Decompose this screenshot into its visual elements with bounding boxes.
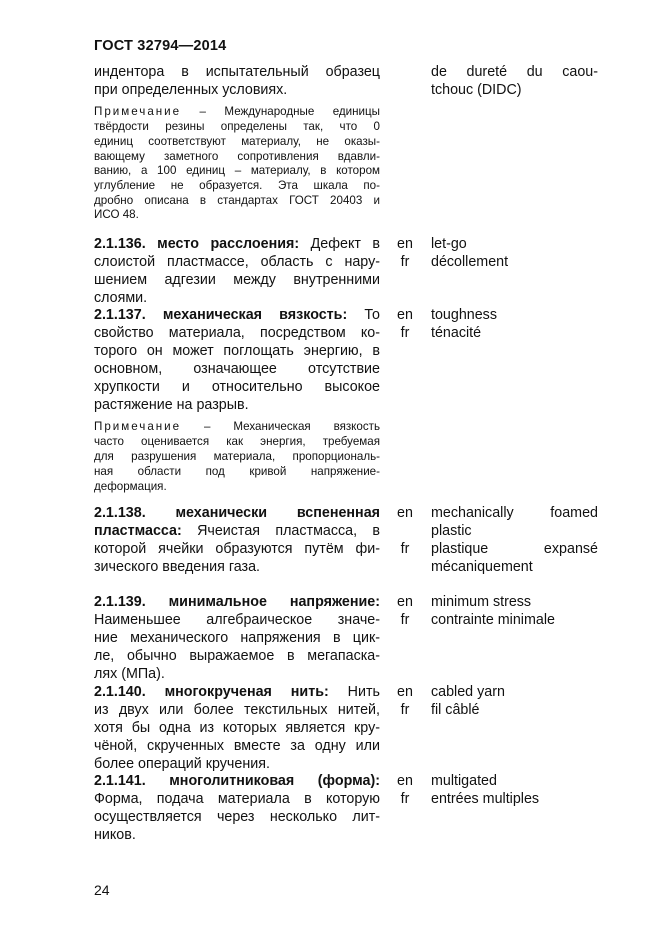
lang-fr: fr [400,612,410,628]
lang-fr: fr [400,791,410,807]
note-line: ванию, а 100 единиц – материалу, в котором [94,164,380,177]
lang-en: en [397,684,413,700]
body-line: ле, обычно выражаемое в мегапаска- [94,648,380,664]
equivalent-fr: contrainte minimale [431,612,555,628]
note-text: – Международные единицы [181,105,380,118]
body-line: чёной, скрученных вместе за одну или [94,738,380,754]
body-line: свойство материала, посредством ко- [94,325,380,341]
lang-en: en [397,773,413,789]
equivalent-fr: tchouc (DIDC) [431,82,522,98]
note-line: единиц соответствуют материалу, не оказы- [94,135,380,148]
lang-fr: fr [400,325,410,341]
body-line [94,522,380,540]
body-line: ние механического напряжения в цик- [94,630,380,646]
term-title: 2.1.140. многокрученая нить: [94,684,329,700]
entry-2-1-137 [94,306,380,324]
note-line: углубление не образуется. Эта шкала по- [94,179,380,192]
body-line: Наименьшее алгебраическое значе- [94,612,380,628]
entry-2-1-140 [94,683,380,701]
lang-fr: fr [400,541,410,557]
note-line: ная области под кривой напряжение- [94,465,380,478]
body-line: которой ячейки образуются путём фи- [94,541,380,557]
lang-en: en [397,307,413,323]
term-title: 2.1.139. минимальное напряжение: [94,594,380,610]
note-line: дробно описана в стандартах ГОСТ 20403 и [94,194,380,207]
body-line: слоистой пластмассе, область с нару- [94,254,380,270]
lang-en: en [397,594,413,610]
note-line: вающему заметного сопротивления вдавли- [94,150,380,163]
note-line: для разрушения материала, пропорциональ- [94,450,380,463]
document-header: ГОСТ 32794—2014 [94,38,227,54]
body-line: Форма, подача материала в которую [94,791,380,807]
entry-2-1-141 [94,772,380,790]
body-line: осуществляется через несколько лит- [94,809,380,825]
equivalent-fr: fil câblé [431,702,480,718]
equivalent-en: toughness [431,307,497,323]
body-line: растяжение на разрыв. [94,397,249,413]
body-line: из двух или более текстильных нитей, [94,702,380,718]
body-line: зического введения газа. [94,559,261,575]
body-line: торого он может поглощать энергию, в [94,343,380,359]
term-title: пластмасса: [94,523,182,539]
entry-2-1-136 [94,235,380,253]
equivalent-fr: entrées multiples [431,791,540,807]
definition-text: То [347,307,381,323]
definition-text: Дефект в [299,236,380,252]
note-line: твёрдости резины определены так, что 0 [94,120,380,133]
term-title: 2.1.141. многолитниковая (форма): [94,773,380,789]
body-line: более операций кручения. [94,756,270,772]
term-title: 2.1.138. механически вспененная [94,505,380,521]
equivalent-fr: mécaniquement [431,559,533,575]
equivalent-fr: ténacité [431,325,482,341]
equivalent-en: let-go [431,236,467,252]
body-line: шением адгезии между внутренними [94,272,380,288]
body-line: основном, означающее отсутствие [94,361,380,377]
definition-text: Нить [328,684,380,700]
note-label: Примечание [94,105,182,118]
body-line: ников. [94,827,136,843]
entry-2-1-138 [94,504,380,522]
equivalent-fr: de dureté du caou- [431,64,598,80]
body-line: хрупкости и относительно высокое [94,379,380,395]
equivalent-en: cabled yarn [431,684,505,700]
note-line [94,105,380,120]
note-line: деформация. [94,480,167,493]
note-line [94,420,380,435]
body-line: при определенных условиях. [94,82,288,98]
lang-fr: fr [400,702,410,718]
lang-en: en [397,505,413,521]
note-text: – Механическая вязкость [181,420,380,433]
equivalent-en: minimum stress [431,594,532,610]
term-title: 2.1.136. место расслоения: [94,236,300,252]
equivalent-fr: décollement [431,254,509,270]
definition-text: Ячеистая пластмасса, в [181,523,380,539]
note-label: Примечание [94,420,182,433]
note-line: часто оценивается как энергия, требуемая [94,435,380,448]
note-line: ИСО 48. [94,208,139,221]
body-line: индентора в испытательный образец [94,64,380,80]
body-line: хотя бы одна из которых является кру- [94,720,380,736]
lang-fr: fr [400,254,410,270]
equivalent-en: plastic [431,523,472,539]
body-line: лях (МПа). [94,666,165,682]
lang-en: en [397,236,413,252]
body-line: слоями. [94,290,148,306]
equivalent-en: mechanically foamed [431,505,598,521]
equivalent-fr: plastique expansé [431,541,598,557]
equivalent-en: multigated [431,773,497,789]
page-number: 24 [94,882,110,898]
entry-2-1-139 [94,593,380,611]
term-title: 2.1.137. механическая вязкость: [94,307,348,323]
